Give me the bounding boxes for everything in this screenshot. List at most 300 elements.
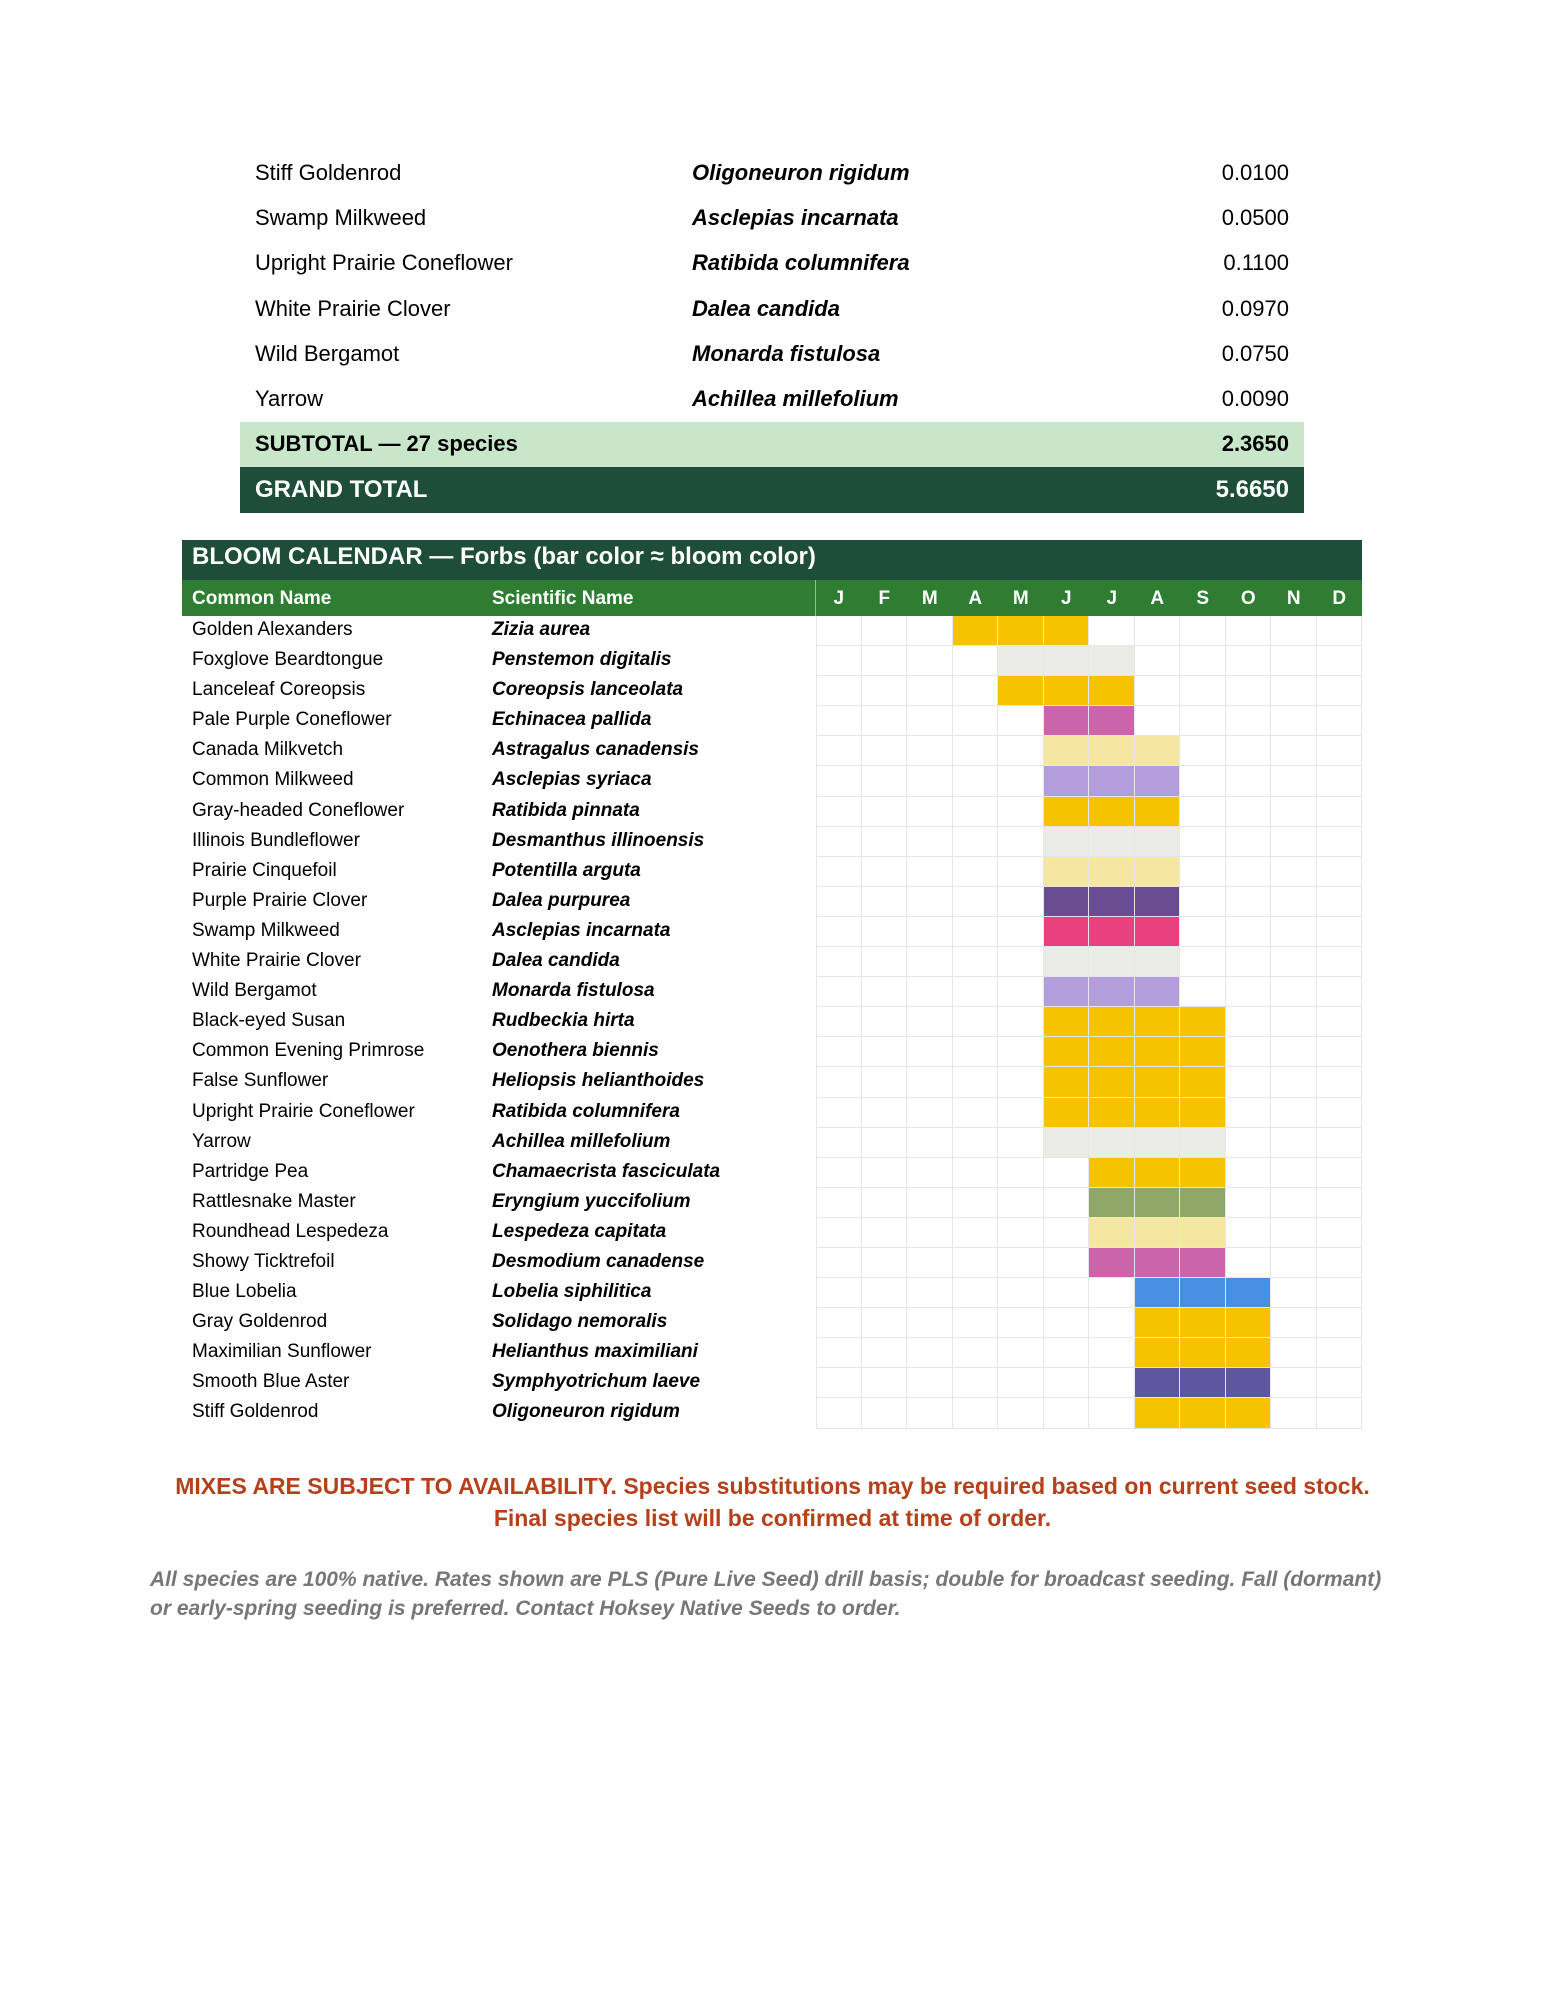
bloom-row [182,1007,1362,1037]
calendar-cell [998,1338,1044,1368]
calendar-cell [953,706,999,736]
bloom-row [182,616,1362,646]
calendar-cell [998,857,1044,887]
common-name: Stiff Goldenrod [255,159,402,185]
calendar-cell [1226,616,1272,646]
month-header: M [921,588,938,609]
scientific-name: Astragalus canadensis [492,739,699,761]
month-header: J [1106,588,1118,609]
bloom-bar-cell [1044,1098,1090,1128]
calendar-cell [816,947,862,977]
bloom-row [182,1338,1362,1368]
calendar-cell [907,706,953,736]
availability-notice: MIXES ARE SUBJECT TO AVAILABILITY. Species substitutions may be required based on current seed stock. Final species list will be confirmed at time of order. [175,1473,1370,1531]
calendar-cell [953,947,999,977]
bloom-bar-cell [1135,887,1181,917]
calendar-cell [907,887,953,917]
bloom-bar-cell [1044,646,1090,676]
bloom-bar-cell [1089,706,1135,736]
scientific-name: Desmanthus illinoensis [492,829,705,851]
calendar-cell [1226,797,1272,827]
calendar-cell [998,1278,1044,1308]
calendar-cell [862,706,908,736]
calendar-cell [816,1188,862,1218]
scientific-name: Oligoneuron rigidum [692,159,910,185]
bloom-bar-cell [1180,1368,1226,1398]
bloom-bar-cell [1089,1007,1135,1037]
calendar-cell [1044,1398,1090,1428]
common-name: Black-eyed Susan [192,1010,346,1032]
calendar-cell [953,1338,999,1368]
month-header: S [1196,588,1210,609]
bloom-bar-cell [1135,1158,1181,1188]
common-name: Gray-headed Coneflower [192,799,405,821]
bloom-bar-cell [1044,766,1090,796]
calendar-cell [907,1128,953,1158]
month-header: J [1060,588,1072,609]
seeding-rate: 0.0750 [1221,340,1289,366]
bloom-calendar [182,540,1362,1429]
common-name: Blue Lobelia [192,1281,297,1303]
bloom-row [182,1188,1362,1218]
scientific-name: Lobelia siphilitica [492,1281,652,1303]
calendar-cell [998,827,1044,857]
calendar-cell [1271,1308,1317,1338]
calendar-cell [862,1248,908,1278]
subtotal-label: SUBTOTAL — 27 species [255,431,518,457]
bloom-bar-cell [1044,827,1090,857]
scientific-name: Lespedeza capitata [492,1220,667,1242]
calendar-cell [907,1037,953,1067]
calendar-cell [1089,1278,1135,1308]
calendar-cell [862,1338,908,1368]
common-name: Yarrow [255,386,324,412]
calendar-cell [1089,1338,1135,1368]
calendar-cell [907,797,953,827]
calendar-cell [1271,917,1317,947]
calendar-cell [1044,1308,1090,1338]
month-header: A [968,588,983,609]
scientific-name: Helianthus maximiliani [492,1341,698,1363]
scientific-name: Ratibida columnifera [492,1100,680,1122]
scientific-name: Dalea candida [692,295,840,321]
calendar-cell [998,1158,1044,1188]
calendar-cell [953,766,999,796]
calendar-cell [816,1218,862,1248]
calendar-cell [1317,706,1363,736]
bloom-row [182,977,1362,1007]
bloom-bar-cell [1089,736,1135,766]
bloom-bar-cell [1226,1338,1272,1368]
calendar-cell [1226,1158,1272,1188]
bloom-bar-cell [1180,1218,1226,1248]
subtotal-value: 2.3650 [1221,431,1289,457]
calendar-cell [1226,977,1272,1007]
calendar-cell [1180,736,1226,766]
rate-row [240,195,1304,240]
bloom-bar-cell [1044,736,1090,766]
bloom-bar-cell [998,676,1044,706]
calendar-cell [862,646,908,676]
bloom-bar-cell [1044,1007,1090,1037]
subtotal-row [240,422,1304,467]
bloom-bar-cell [1089,1037,1135,1067]
bloom-bar-cell [1089,1158,1135,1188]
calendar-cell [1271,827,1317,857]
bloom-bar-cell [1089,827,1135,857]
bloom-bar-cell [1044,676,1090,706]
calendar-cell [1226,706,1272,736]
bloom-bar-cell [1089,857,1135,887]
calendar-cell [1317,917,1363,947]
bloom-bar-cell [1135,827,1181,857]
calendar-cell [1271,1248,1317,1278]
calendar-cell [1271,1007,1317,1037]
bloom-bar-cell [953,616,999,646]
bloom-row [182,1278,1362,1308]
scientific-name: Solidago nemoralis [492,1311,668,1333]
column-header-common-name: Common Name [192,588,332,609]
calendar-cell [1271,766,1317,796]
calendar-cell [907,1278,953,1308]
bloom-row [182,706,1362,736]
calendar-cell [1271,1368,1317,1398]
bloom-bar-cell [1044,797,1090,827]
column-header-scientific-name: Scientific Name [492,588,634,609]
calendar-cell [998,1308,1044,1338]
bloom-calendar-header [182,580,1362,616]
calendar-cell [1271,977,1317,1007]
calendar-cell [1044,1158,1090,1188]
bloom-bar-cell [1135,1098,1181,1128]
bloom-bar-cell [1135,1218,1181,1248]
calendar-cell [816,1308,862,1338]
calendar-cell [1271,857,1317,887]
bloom-row [182,797,1362,827]
grand-total-value: 5.6650 [1215,475,1289,503]
bloom-bar-cell [1180,1338,1226,1368]
calendar-cell [907,977,953,1007]
seeding-rate: 0.0090 [1221,386,1289,412]
bloom-bar-cell [998,616,1044,646]
scientific-name: Zizia aurea [492,619,591,640]
calendar-cell [1271,1128,1317,1158]
bloom-bar-cell [1135,1338,1181,1368]
calendar-cell [953,646,999,676]
calendar-cell [998,1067,1044,1097]
calendar-cell [953,1308,999,1338]
bloom-bar-cell [1044,616,1090,646]
bloom-bar-cell [1135,1037,1181,1067]
calendar-cell [1226,646,1272,676]
common-name: Foxglove Beardtongue [192,649,384,671]
calendar-cell [907,1218,953,1248]
calendar-cell [1317,947,1363,977]
calendar-cell [953,1158,999,1188]
scientific-name: Asclepias incarnata [492,919,671,941]
calendar-cell [998,1398,1044,1428]
calendar-cell [1317,1128,1363,1158]
common-name: Swamp Milkweed [192,919,340,941]
bloom-bar-cell [1135,1007,1181,1037]
calendar-cell [953,676,999,706]
bloom-bar-cell [1135,736,1181,766]
calendar-cell [953,857,999,887]
bloom-row [182,827,1362,857]
calendar-cell [1271,1158,1317,1188]
calendar-cell [998,797,1044,827]
bloom-bar-cell [1135,1398,1181,1428]
calendar-cell [1135,706,1181,736]
calendar-cell [816,1067,862,1097]
common-name: Stiff Goldenrod [192,1401,319,1423]
calendar-cell [1180,676,1226,706]
bloom-row [182,766,1362,796]
footnote: All species are 100% native. Rates shown are PLS (Pure Live Seed) drill basis; double for broadcast seeding. Fall (dormant) or early-spring seeding is preferred. Contact Hoksey Native Seeds to order. [150,1568,1382,1620]
calendar-cell [907,1007,953,1037]
calendar-cell [1317,1037,1363,1067]
common-name: False Sunflower [192,1070,329,1092]
bloom-bar-cell [1089,917,1135,947]
common-name: White Prairie Clover [192,950,361,972]
calendar-cell [816,1248,862,1278]
calendar-cell [1226,1037,1272,1067]
calendar-cell [816,917,862,947]
bloom-row [182,1368,1362,1398]
bloom-bar-cell [1226,1368,1272,1398]
calendar-cell [998,917,1044,947]
calendar-cell [1317,1007,1363,1037]
seeding-rate-table [240,150,1304,513]
calendar-cell [953,1398,999,1428]
calendar-cell [816,646,862,676]
common-name: Maximilian Sunflower [192,1341,372,1363]
calendar-cell [862,1037,908,1067]
calendar-cell [816,736,862,766]
calendar-cell [1226,1188,1272,1218]
calendar-cell [862,1098,908,1128]
calendar-cell [1226,766,1272,796]
calendar-cell [907,646,953,676]
bloom-bar-cell [1044,1067,1090,1097]
calendar-cell [1271,797,1317,827]
calendar-cell [1317,1158,1363,1188]
calendar-cell [1317,1067,1363,1097]
calendar-cell [1271,887,1317,917]
calendar-cell [1317,1218,1363,1248]
calendar-cell [998,1188,1044,1218]
scientific-name: Heliopsis helianthoides [492,1070,705,1092]
calendar-cell [816,616,862,646]
calendar-cell [907,1158,953,1188]
bloom-bar-cell [1089,1128,1135,1158]
bloom-bar-cell [1180,1398,1226,1428]
calendar-cell [953,1278,999,1308]
calendar-cell [1317,887,1363,917]
bloom-bar-cell [1044,1128,1090,1158]
calendar-cell [1317,797,1363,827]
calendar-cell [1180,616,1226,646]
scientific-name: Achillea millefolium [492,1130,671,1152]
bloom-bar-cell [1044,917,1090,947]
bloom-row [182,887,1362,917]
calendar-cell [998,1128,1044,1158]
calendar-cell [862,1007,908,1037]
scientific-name: Penstemon digitalis [492,649,672,671]
bloom-calendar-title: BLOOM CALENDAR — Forbs (bar color ≈ bloom color) [192,543,816,570]
calendar-cell [1226,1218,1272,1248]
calendar-cell [1044,1338,1090,1368]
calendar-cell [1271,1067,1317,1097]
bloom-bar-cell [1089,1067,1135,1097]
common-name: Illinois Bundleflower [192,829,360,851]
scientific-name: Rudbeckia hirta [492,1010,635,1032]
bloom-bar-cell [1089,1248,1135,1278]
calendar-cell [1180,766,1226,796]
bloom-row [182,947,1362,977]
calendar-cell [1044,1368,1090,1398]
calendar-cell [1180,797,1226,827]
common-name: Showy Ticktrefoil [192,1250,335,1272]
calendar-cell [998,1098,1044,1128]
calendar-cell [998,1037,1044,1067]
calendar-cell [1226,1007,1272,1037]
bloom-row [182,1248,1362,1278]
calendar-cell [953,1037,999,1067]
calendar-cell [816,827,862,857]
calendar-cell [907,1188,953,1218]
calendar-cell [1271,1278,1317,1308]
bloom-bar-cell [1044,977,1090,1007]
calendar-cell [1044,1188,1090,1218]
bloom-bar-cell [1044,947,1090,977]
calendar-cell [953,1188,999,1218]
scientific-name: Oligoneuron rigidum [492,1401,680,1423]
bloom-row [182,1037,1362,1067]
scientific-name: Chamaecrista fasciculata [492,1160,721,1182]
calendar-cell [1271,947,1317,977]
common-name: Golden Alexanders [192,619,353,640]
common-name: Smooth Blue Aster [192,1371,350,1393]
calendar-cell [862,1308,908,1338]
bloom-row [182,736,1362,766]
common-name: Common Evening Primrose [192,1040,425,1062]
bloom-bar-cell [1135,1067,1181,1097]
bloom-bar-cell [1089,676,1135,706]
bloom-bar-cell [1180,1278,1226,1308]
calendar-cell [953,797,999,827]
calendar-cell [816,1368,862,1398]
calendar-cell [907,1308,953,1338]
calendar-cell [998,1218,1044,1248]
bloom-bar-cell [1180,1128,1226,1158]
bloom-bar-cell [1135,797,1181,827]
common-name: Partridge Pea [192,1160,309,1182]
calendar-cell [1271,1037,1317,1067]
calendar-cell [1135,676,1181,706]
bloom-bar-cell [1135,947,1181,977]
bloom-bar-cell [1044,887,1090,917]
calendar-cell [1180,887,1226,917]
common-name: Roundhead Lespedeza [192,1220,389,1242]
calendar-cell [953,1368,999,1398]
calendar-cell [1271,1338,1317,1368]
calendar-cell [862,736,908,766]
common-name: Swamp Milkweed [255,204,427,230]
calendar-cell [1180,827,1226,857]
common-name: Pale Purple Coneflower [192,709,392,731]
bloom-bar-cell [1089,1098,1135,1128]
calendar-cell [953,736,999,766]
calendar-cell [1135,616,1181,646]
bloom-bar-cell [1135,1188,1181,1218]
calendar-cell [1271,736,1317,766]
calendar-cell [1226,1098,1272,1128]
bloom-bar-cell [1135,766,1181,796]
calendar-cell [907,736,953,766]
calendar-cell [1317,857,1363,887]
calendar-cell [862,887,908,917]
scientific-name: Coreopsis lanceolata [492,679,684,701]
calendar-cell [907,1368,953,1398]
bloom-bar-cell [1044,857,1090,887]
calendar-cell [953,1098,999,1128]
calendar-cell [998,736,1044,766]
bloom-bar-cell [1044,1037,1090,1067]
calendar-cell [862,1398,908,1428]
calendar-cell [907,827,953,857]
calendar-cell [1226,676,1272,706]
bloom-row [182,1308,1362,1338]
calendar-cell [907,1398,953,1428]
bloom-bar-cell [1135,1368,1181,1398]
bloom-bar-cell [1226,1308,1272,1338]
calendar-cell [1135,646,1181,676]
calendar-cell [1271,646,1317,676]
common-name: Yarrow [192,1130,251,1152]
calendar-cell [1271,616,1317,646]
calendar-cell [953,1128,999,1158]
calendar-cell [953,917,999,947]
calendar-cell [862,917,908,947]
calendar-cell [862,1278,908,1308]
rate-row [240,286,1304,331]
calendar-cell [1089,616,1135,646]
month-header: N [1286,588,1301,609]
calendar-cell [1271,1218,1317,1248]
calendar-cell [1226,1067,1272,1097]
common-name: Gray Goldenrod [192,1311,328,1333]
calendar-cell [1044,1218,1090,1248]
calendar-cell [998,1368,1044,1398]
calendar-cell [1226,887,1272,917]
calendar-cell [1317,1368,1363,1398]
calendar-cell [953,1218,999,1248]
calendar-cell [1226,1128,1272,1158]
bloom-bar-cell [998,646,1044,676]
common-name: Lanceleaf Coreopsis [192,679,366,701]
calendar-cell [1271,1098,1317,1128]
bloom-bar-cell [1180,1308,1226,1338]
calendar-cell [862,1128,908,1158]
calendar-cell [998,1248,1044,1278]
scientific-name: Asclepias syriaca [492,769,652,791]
rate-row [240,331,1304,376]
calendar-cell [816,1098,862,1128]
scientific-name: Monarda fistulosa [492,980,655,1002]
scientific-name: Ratibida pinnata [492,799,640,821]
rate-row [240,376,1304,421]
